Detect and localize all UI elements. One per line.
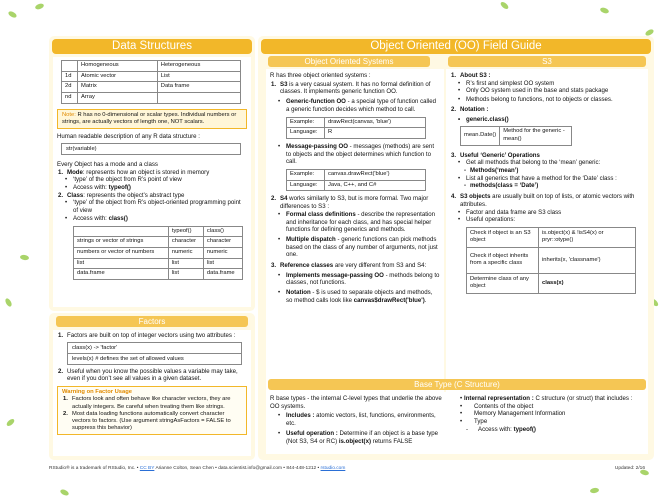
access-label: Access with: (73, 184, 109, 192)
gf-desc: - a special type of function called a generic function decides which method to call. (286, 98, 437, 113)
factors-panel (49, 313, 255, 460)
table-header: class() (203, 226, 242, 237)
base-left (270, 395, 446, 445)
table-cell: 1d (62, 71, 78, 82)
about-bullet: • Methods belong to functions, not to objects or classes. (450, 96, 644, 104)
s3-term: S3 (280, 80, 288, 88)
s3-title: S3 (448, 56, 646, 67)
factors-item-2 (57, 368, 247, 383)
table-cell: inherits(x, 'classname') (539, 247, 636, 273)
table-cell: class(x) (539, 273, 636, 293)
fcd-term: Formal class definitions (286, 210, 356, 218)
warning-title: Warning on Factor Usage (62, 389, 132, 396)
mode-desc: : represents how an object is stored in memory (82, 168, 210, 176)
class-desc: : represents the object’s abstract type (83, 191, 185, 199)
md-desc: - generic functions can pick methods based on the class of any number of arguments, not just one. (286, 235, 438, 259)
s3-objects-bullet: • Useful operations: (450, 216, 644, 224)
table-cell: numeric (203, 247, 242, 258)
s3-body (446, 69, 648, 401)
table-cell: Example: (287, 117, 325, 128)
internal-rep-sub: • Contents of the object (452, 403, 642, 411)
table-cell: Method for the generic - mean() (500, 127, 572, 145)
access-label: Access with: (73, 214, 109, 222)
footer-trademark: RStudio® is a trademark of RStudio, Inc. • (49, 466, 140, 471)
table-cell: list (168, 269, 203, 280)
oo-systems-body (266, 69, 444, 401)
table-cell: Java, C++, and C# (325, 180, 426, 191)
notation-code: canvas$drawRect('blue') (353, 296, 425, 304)
factors-body (53, 330, 251, 456)
base-type-body (266, 392, 648, 454)
table-header: Heterogeneous (157, 61, 240, 72)
s3-item (270, 81, 440, 96)
class-code: class() (108, 214, 128, 222)
includes-term: Includes : (286, 412, 315, 420)
notation-end: . (424, 296, 427, 304)
generic-function-bullet (270, 98, 440, 113)
s4-desc: works similarly to S3, but is more formal. Two major differences to S3 : (280, 195, 429, 211)
table-cell: Matrix (78, 82, 158, 93)
factors-item-text: Useful when you know the possible values a variable may take, even if you don’t see all values in a given dataset. (67, 367, 238, 383)
factors-item-text: Factors are built on top of integer vectors using two attributes : (67, 332, 236, 339)
class-item (57, 192, 247, 200)
table-cell: Array (78, 93, 158, 104)
imp-desc: - methods belong to classes, not functions. (286, 271, 440, 287)
fcd-desc: - describe the representation and inheritance for each class, and has special helper functions for defining generics and methods. (286, 210, 436, 234)
mode-term: Mode (67, 168, 83, 176)
table-header: typeof() (168, 226, 203, 237)
table-cell: is.object(x) & !isS4(x) or pryr::otype() (539, 227, 636, 247)
table-cell: character (203, 237, 242, 248)
example-table-1 (286, 117, 426, 139)
class-bullet: • ‘type’ of the object from R’s object-oriented programming point of view (57, 199, 247, 214)
useful-op-end: returns FALSE (371, 437, 413, 445)
s3-objects-term: S3 objects (460, 193, 491, 201)
useful-op-bullet (270, 430, 446, 445)
table-cell: 2d (62, 82, 78, 93)
mean-date-table (460, 126, 572, 145)
s3-objects-desc: are usually built on top of lists, or atomic vectors with attributes. (460, 193, 635, 208)
list-number: 2. (63, 410, 68, 417)
scalar-note (57, 109, 247, 129)
is-object-code: is.object(x) (338, 437, 371, 445)
list-number: 1. (271, 80, 277, 88)
list-number: 2. (58, 191, 64, 199)
table-cell: Data frame (157, 82, 240, 93)
rc-term: Reference classes (280, 262, 334, 270)
useful-ops-table (466, 227, 636, 294)
warning-text: Factors look and often behave like character vectors, they are actually integers. Be careful when treating them like strings. (72, 396, 231, 410)
table-header (74, 226, 169, 237)
dimension-table (61, 60, 241, 104)
typeof-code: typeof() (108, 184, 131, 192)
implements-bullet (270, 272, 440, 287)
mp-desc: - messages (methods) are sent to objects and the object determines which function to call. (286, 142, 435, 166)
table-cell: R (325, 128, 426, 139)
table-cell: mean.Date() (461, 127, 500, 145)
generic-class-notation: • generic.class() (450, 116, 644, 124)
useful-op-desc: Determine if an object is a base type (Not S3, S4 or RC) (286, 429, 439, 445)
s4-term: S4 (280, 195, 288, 203)
class-access (57, 215, 247, 223)
mode-access (57, 184, 247, 192)
table-cell: character (168, 237, 203, 248)
typeof-class-table (73, 226, 243, 281)
table-cell: Example: (287, 170, 325, 181)
list-number: 1. (451, 72, 457, 79)
internal-rep-sub: • Memory Management Information (452, 410, 642, 418)
mode-item (57, 169, 247, 177)
factor-warning (57, 386, 247, 435)
includes-desc: atomic vectors, list, functions, environments, etc. (286, 412, 436, 428)
rc-desc: are very different from S3 and S4: (333, 262, 427, 270)
s3-objects-bullet: • Factor and data frame are S3 class (450, 209, 644, 217)
notation-item (450, 106, 644, 114)
warning-text: Most data loading functions automatically convert character vectors to factors. (Use argument stringAsFactors = FALSE to suppress this behavior) (72, 410, 231, 432)
table-cell: Check if object inherits from a specific class (467, 247, 539, 273)
about-s3 (450, 72, 644, 80)
table-cell: Determine class of any object (467, 273, 539, 293)
generic-bullet: • List all generics that have a method for the ‘Date’ class : (450, 175, 644, 183)
methods-mean-code: - Methods(‘mean’) (450, 167, 644, 175)
message-passing-bullet (270, 143, 440, 166)
mode-bullet: • ‘type’ of the object from R’s point of view (57, 176, 247, 184)
cc-by-link[interactable]: CC BY (139, 466, 155, 471)
factors-item-1 (57, 332, 247, 340)
access-label: Access with: (478, 425, 514, 433)
table-cell: drawRect(canvas, 'blue') (325, 117, 426, 128)
useful-generic-title: Useful ‘Generic’ Operations (460, 151, 540, 159)
warning-item-1 (62, 396, 242, 410)
gf-term: Generic-function OO (286, 98, 346, 106)
oo-panel (258, 36, 654, 460)
factors-title: Factors (56, 316, 248, 327)
table-cell: List (157, 71, 240, 82)
factor-code-2: levels(x) # defines the set of allowed values (67, 353, 242, 365)
note-text: R has no 0-dimensional or scalar types. Individual numbers or strings, are actually vectors of length one, NOT scalars. (62, 111, 237, 126)
s3-objects-item (450, 193, 644, 208)
s4-item (270, 195, 440, 210)
data-structures-panel (49, 36, 255, 311)
oo-intro: R has three object oriented systems : (270, 72, 371, 79)
table-cell (157, 93, 240, 104)
internal-rep-term: Internal representation : (464, 395, 534, 402)
str-code: str(variable) (61, 143, 241, 155)
list-number: 3. (271, 262, 277, 270)
table-cell: data.frame (74, 269, 169, 280)
internal-rep-access (452, 426, 642, 434)
human-readable-label: Human readable description of any R data structure : (57, 133, 200, 141)
notation-bullet (270, 289, 440, 304)
table-cell: Atomic vector (78, 71, 158, 82)
internal-rep-bullet (452, 395, 642, 403)
base-type-title: Base Type (C Structure) (268, 379, 646, 390)
mp-term: Message-passing OO (286, 142, 348, 150)
table-cell: numbers or vector of numbers (74, 247, 169, 258)
table-header: Homogeneous (78, 61, 158, 72)
table-header (62, 61, 78, 72)
example-table-2 (286, 169, 426, 191)
list-number: 2. (58, 367, 64, 375)
about-s3-title: About S3 : (460, 72, 491, 79)
base-intro: R base types - the internal C-level types that underlie the above OO systems. (270, 395, 442, 410)
table-cell: numeric (168, 247, 203, 258)
about-bullet: • Only OO system used in the base and stats package (450, 87, 644, 95)
table-cell: Language: (287, 128, 325, 139)
list-number: 2. (451, 105, 457, 113)
methods-date-code: - methods(class = ‘Date’) (450, 182, 644, 190)
class-term: Class (67, 191, 84, 199)
typeof-code: typeof() (513, 425, 536, 433)
footer-authors: Arianne Colton, Sean Chen • data.scientist.info@gmail.com • 844-448-1212 • (154, 466, 321, 471)
footer-updated: Updated: 2/16 (614, 466, 645, 471)
internal-rep-sub: • Type (452, 418, 642, 426)
factor-code-1: class(x) -> 'factor' (67, 342, 242, 353)
oo-systems-title: Object Oriented Systems (268, 56, 430, 67)
list-number: 3. (451, 151, 457, 159)
table-cell: strings or vector of strings (74, 237, 169, 248)
formal-class-bullet (270, 211, 440, 234)
table-cell: nd (62, 93, 78, 104)
list-number: 1. (58, 168, 64, 176)
s3-desc: is a very casual system. It has no formal definition of classes. It implements generic function OO. (280, 80, 431, 96)
warning-item-2 (62, 411, 242, 433)
footer-left (49, 466, 345, 471)
table-cell: data.frame (203, 269, 242, 280)
oo-title: Object Oriented (OO) Field Guide (261, 39, 651, 54)
useful-generic-item (450, 152, 644, 160)
about-bullet: • R’s first and simplest OO system (450, 80, 644, 88)
useful-op-term: Useful operation : (286, 429, 338, 437)
data-structures-body (53, 57, 251, 307)
notation-title: Notation : (460, 105, 489, 113)
data-structures-title: Data Structures (52, 39, 252, 54)
mode-class-intro: Every Object has a mode and a class (57, 160, 158, 168)
table-cell: Language: (287, 180, 325, 191)
generic-bullet: • Get all methods that belong to the ‘mean’ generic: (450, 159, 644, 167)
rc-item (270, 262, 440, 270)
includes-bullet (270, 412, 446, 427)
table-cell: list (168, 258, 203, 269)
rstudio-link[interactable]: rstudio.com (320, 466, 346, 471)
notation-term: Notation (286, 289, 311, 297)
multiple-dispatch-bullet (270, 236, 440, 259)
note-label: Note: (62, 111, 76, 118)
table-cell: list (74, 258, 169, 269)
list-number: 1. (58, 332, 64, 339)
md-term: Multiple dispatch (286, 235, 336, 243)
table-cell: Check if object is an S3 object (467, 227, 539, 247)
base-right (452, 395, 642, 434)
table-cell: list (203, 258, 242, 269)
list-number: 1. (63, 396, 68, 403)
imp-term: Implements message-passing OO (286, 271, 384, 279)
list-number: 2. (271, 195, 277, 203)
internal-rep-desc: C structure (or struct) that includes : (533, 395, 633, 402)
notation-desc: - $ is used to separate objects and methods, so method calls look like (286, 289, 433, 304)
table-cell: canvas.drawRect('blue') (325, 170, 426, 181)
list-number: 4. (451, 193, 457, 201)
